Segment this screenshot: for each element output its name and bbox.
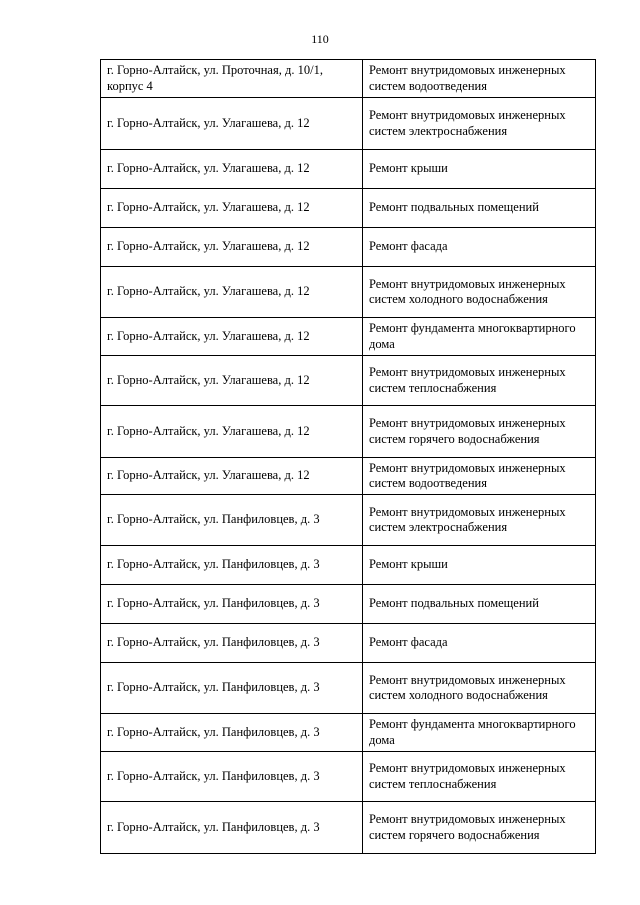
page-number: 110 — [311, 32, 329, 46]
work-type-cell: Ремонт внутридомовых инженерных систем холодного водоснабжения — [363, 663, 596, 714]
address-cell: г. Горно-Алтайск, ул. Панфиловцев, д. 3 — [101, 714, 363, 752]
work-type-cell: Ремонт внутридомовых инженерных систем горячего водоснабжения — [363, 406, 596, 458]
table-row — [101, 60, 596, 98]
table-row — [101, 267, 596, 318]
table-row — [101, 714, 596, 752]
work-type-cell: Ремонт крыши — [363, 150, 596, 189]
table-row — [101, 802, 596, 854]
address-cell: г. Горно-Алтайск, ул. Панфиловцев, д. 3 — [101, 752, 363, 802]
work-type-cell: Ремонт крыши — [363, 546, 596, 585]
address-cell: г. Горно-Алтайск, ул. Улагашева, д. 12 — [101, 228, 363, 267]
work-type-cell: Ремонт фасада — [363, 228, 596, 267]
work-type-cell: Ремонт фундамента многоквартирного дома — [363, 714, 596, 752]
address-cell: г. Горно-Алтайск, ул. Панфиловцев, д. 3 — [101, 585, 363, 624]
table-row — [101, 546, 596, 585]
table-row — [101, 663, 596, 714]
table-row — [101, 356, 596, 406]
work-type-cell: Ремонт фасада — [363, 624, 596, 663]
table-row — [101, 318, 596, 356]
work-type-cell: Ремонт внутридомовых инженерных систем водоотведения — [363, 458, 596, 495]
table-row — [101, 458, 596, 495]
table-row — [101, 585, 596, 624]
address-cell: г. Горно-Алтайск, ул. Улагашева, д. 12 — [101, 318, 363, 356]
work-type-cell: Ремонт внутридомовых инженерных систем холодного водоснабжения — [363, 267, 596, 318]
address-cell: г. Горно-Алтайск, ул. Улагашева, д. 12 — [101, 150, 363, 189]
work-type-cell: Ремонт внутридомовых инженерных систем горячего водоснабжения — [363, 802, 596, 854]
address-cell: г. Горно-Алтайск, ул. Панфиловцев, д. 3 — [101, 624, 363, 663]
address-cell: г. Горно-Алтайск, ул. Улагашева, д. 12 — [101, 189, 363, 228]
work-type-cell: Ремонт фундамента многоквартирного дома — [363, 318, 596, 356]
work-type-cell: Ремонт внутридомовых инженерных систем водоотведения — [363, 60, 596, 98]
address-cell: г. Горно-Алтайск, ул. Проточная, д. 10/1, корпус 4 — [101, 60, 363, 98]
work-type-cell: Ремонт внутридомовых инженерных систем теплоснабжения — [363, 356, 596, 406]
table-row — [101, 752, 596, 802]
address-cell: г. Горно-Алтайск, ул. Панфиловцев, д. 3 — [101, 802, 363, 854]
table-row — [101, 98, 596, 150]
address-cell: г. Горно-Алтайск, ул. Улагашева, д. 12 — [101, 406, 363, 458]
work-type-cell: Ремонт внутридомовых инженерных систем теплоснабжения — [363, 752, 596, 802]
work-type-cell: Ремонт подвальных помещений — [363, 585, 596, 624]
table-row — [101, 228, 596, 267]
address-cell: г. Горно-Алтайск, ул. Улагашева, д. 12 — [101, 267, 363, 318]
table-row — [101, 495, 596, 546]
table-row — [101, 624, 596, 663]
address-cell: г. Горно-Алтайск, ул. Улагашева, д. 12 — [101, 98, 363, 150]
address-cell: г. Горно-Алтайск, ул. Панфиловцев, д. 3 — [101, 495, 363, 546]
address-cell: г. Горно-Алтайск, ул. Улагашева, д. 12 — [101, 458, 363, 495]
table-row — [101, 406, 596, 458]
address-cell: г. Горно-Алтайск, ул. Панфиловцев, д. 3 — [101, 546, 363, 585]
address-cell: г. Горно-Алтайск, ул. Панфиловцев, д. 3 — [101, 663, 363, 714]
table-row — [101, 189, 596, 228]
table-row — [101, 150, 596, 189]
work-type-cell: Ремонт внутридомовых инженерных систем электроснабжения — [363, 98, 596, 150]
works-table — [100, 59, 596, 854]
work-type-cell: Ремонт подвальных помещений — [363, 189, 596, 228]
work-type-cell: Ремонт внутридомовых инженерных систем электроснабжения — [363, 495, 596, 546]
address-cell: г. Горно-Алтайск, ул. Улагашева, д. 12 — [101, 356, 363, 406]
